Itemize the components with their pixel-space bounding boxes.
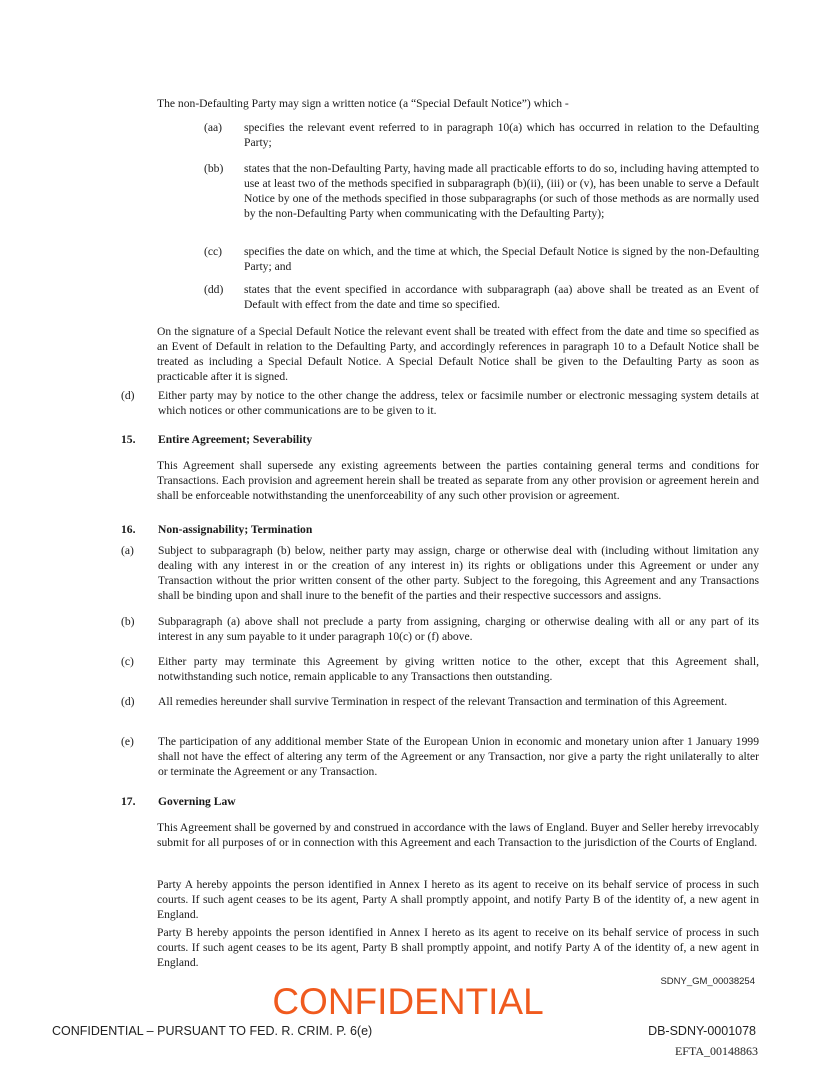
section16-item-a	[121, 543, 759, 605]
section-number: 16.	[121, 523, 136, 536]
section14-item-d	[121, 388, 759, 420]
item-label: (c)	[121, 655, 134, 668]
section17-heading	[121, 794, 521, 810]
sub-item-aa	[204, 120, 759, 152]
section-number: 15.	[121, 433, 136, 446]
sub-item-cc	[204, 244, 759, 276]
item-label: (d)	[121, 695, 135, 708]
special-notice-paragraph: On the signature of a Special Default Notice the relevant event shall be treated with effect from the date and time so specified as an Event of Default in relation to the Defaulting Party, and accordingly references in paragraph 10 to a Default Notice shall be treated as including a Special Default Notice. A Special Default Notice shall be given to the Defaulting Party as soon as practicable after it is signed.	[157, 325, 759, 383]
sub-item-text: states that the event specified in accordance with subparagraph (aa) above shall be treated as an Event of Default with effect from the date and time so specified.	[244, 283, 759, 311]
section-title: Non-assignability; Termination	[158, 523, 313, 536]
sub-item-label: (aa)	[204, 121, 223, 134]
section16-item-c	[121, 654, 759, 686]
section16-item-b	[121, 614, 759, 646]
section17-paragraph: Party B hereby appoints the person identified in Annex I hereto as its agent to receive on its behalf service of process in such courts. If such agent ceases to be its agent, Party B shall promptly appoint, and notify Party A of the identity of, a new agent in England.	[157, 926, 759, 969]
item-label: (d)	[121, 389, 135, 402]
item-text: The participation of any additional member State of the European Union in economic and monetary union after 1 January 1999 shall not have the effect of altering any term of the Agreement or any Transaction, nor give a party the right unilaterally to alter or terminate the Agreement or any Transaction.	[158, 735, 759, 778]
confidential-notice: CONFIDENTIAL – PURSUANT TO FED. R. CRIM. P. 6(e)	[52, 1024, 373, 1038]
sub-item-label: (dd)	[204, 283, 224, 296]
sub-item-text: specifies the relevant event referred to in paragraph 10(a) which has occurred in relation to the Defaulting Party;	[244, 121, 759, 149]
section15-heading	[121, 432, 521, 448]
sub-item-label: (bb)	[204, 162, 224, 175]
confidential-stamp: CONFIDENTIAL	[272, 981, 544, 1022]
sub-item-text: specifies the date on which, and the time at which, the Special Default Notice is signed by the non-Defaulting Party; and	[244, 245, 759, 273]
item-text: All remedies hereunder shall survive Termination in respect of the relevant Transaction and termination of this Agreement.	[158, 695, 728, 708]
section16-item-d	[121, 694, 759, 726]
item-text: Either party may terminate this Agreement by giving written notice to the other, except that this Agreement shall, notwithstanding such notice, remain applicable to any Transactions then outstanding.	[158, 655, 759, 683]
bates-number-db: DB-SDNY-0001078	[648, 1024, 756, 1038]
item-text: Subject to subparagraph (b) below, neither party may assign, charge or otherwise deal with (including without limitation any dealing with any interest in or the creation of any interest in) its rights or obligations under this Agreement or under any Transaction without the prior written consent of the other party. Subject to the foregoing, this Agreement and any Transactions shall be binding upon and shall inure to the benefit of the parties and their respective successors and assigns.	[158, 544, 759, 602]
bates-number-efta: EFTA_00148863	[674, 1044, 758, 1058]
section16-item-e	[121, 734, 759, 781]
intro-paragraph: The non-Defaulting Party may sign a written notice (a “Special Default Notice”) which -	[157, 97, 569, 110]
section16-heading	[121, 522, 521, 538]
section17-paragraph: This Agreement shall be governed by and construed in accordance with the laws of England. Buyer and Seller hereby irrevocably submit for all purposes of or in connection with this Agreement and each Transaction to the jurisdiction of the Courts of England.	[157, 821, 759, 849]
bates-number-sdny-gm: SDNY_GM_00038254	[660, 976, 755, 987]
item-label: (a)	[121, 544, 134, 557]
sub-item-dd	[204, 282, 759, 314]
item-text: Subparagraph (a) above shall not preclude a party from assigning, charging or otherwise dealing with all or any part of its interest in any sum payable to it under paragraph 10(c) or (f) above.	[158, 615, 759, 643]
sub-item-bb	[204, 161, 759, 238]
section-title: Entire Agreement; Severability	[158, 433, 313, 446]
section15-body: This Agreement shall supersede any existing agreements between the parties containing general terms and conditions for Transactions. Each provision and agreement herein shall be treated as separate from any other provision or agreement herein and shall be enforceable notwithstanding the unenforceability of any such other provision or agreement.	[157, 459, 759, 502]
sub-item-label: (cc)	[204, 245, 223, 258]
item-text: Either party may by notice to the other change the address, telex or facsimile number or electronic messaging system details at which notices or other communications are to be given to it.	[158, 389, 759, 417]
section-title: Governing Law	[158, 795, 236, 808]
item-label: (e)	[121, 735, 134, 748]
section-number: 17.	[121, 795, 136, 808]
section17-paragraph: Party A hereby appoints the person identified in Annex I hereto as its agent to receive on its behalf service of process in such courts. If such agent ceases to be its agent, Party A shall promptly appoint, and notify Party B of the identity of, a new agent in England.	[157, 878, 759, 921]
sub-item-text: states that the non-Defaulting Party, having made all practicable efforts to do so, including having attempted to use at least two of the methods specified in subparagraph (b)(ii), (iii) or (v), has been unable to serve a Default Notice by one of the methods specified in those subparagraphs (or such of those methods as are normally used by the non-Defaulting Party when communicating with the Defaulting Party);	[244, 162, 759, 220]
item-label: (b)	[121, 615, 135, 628]
